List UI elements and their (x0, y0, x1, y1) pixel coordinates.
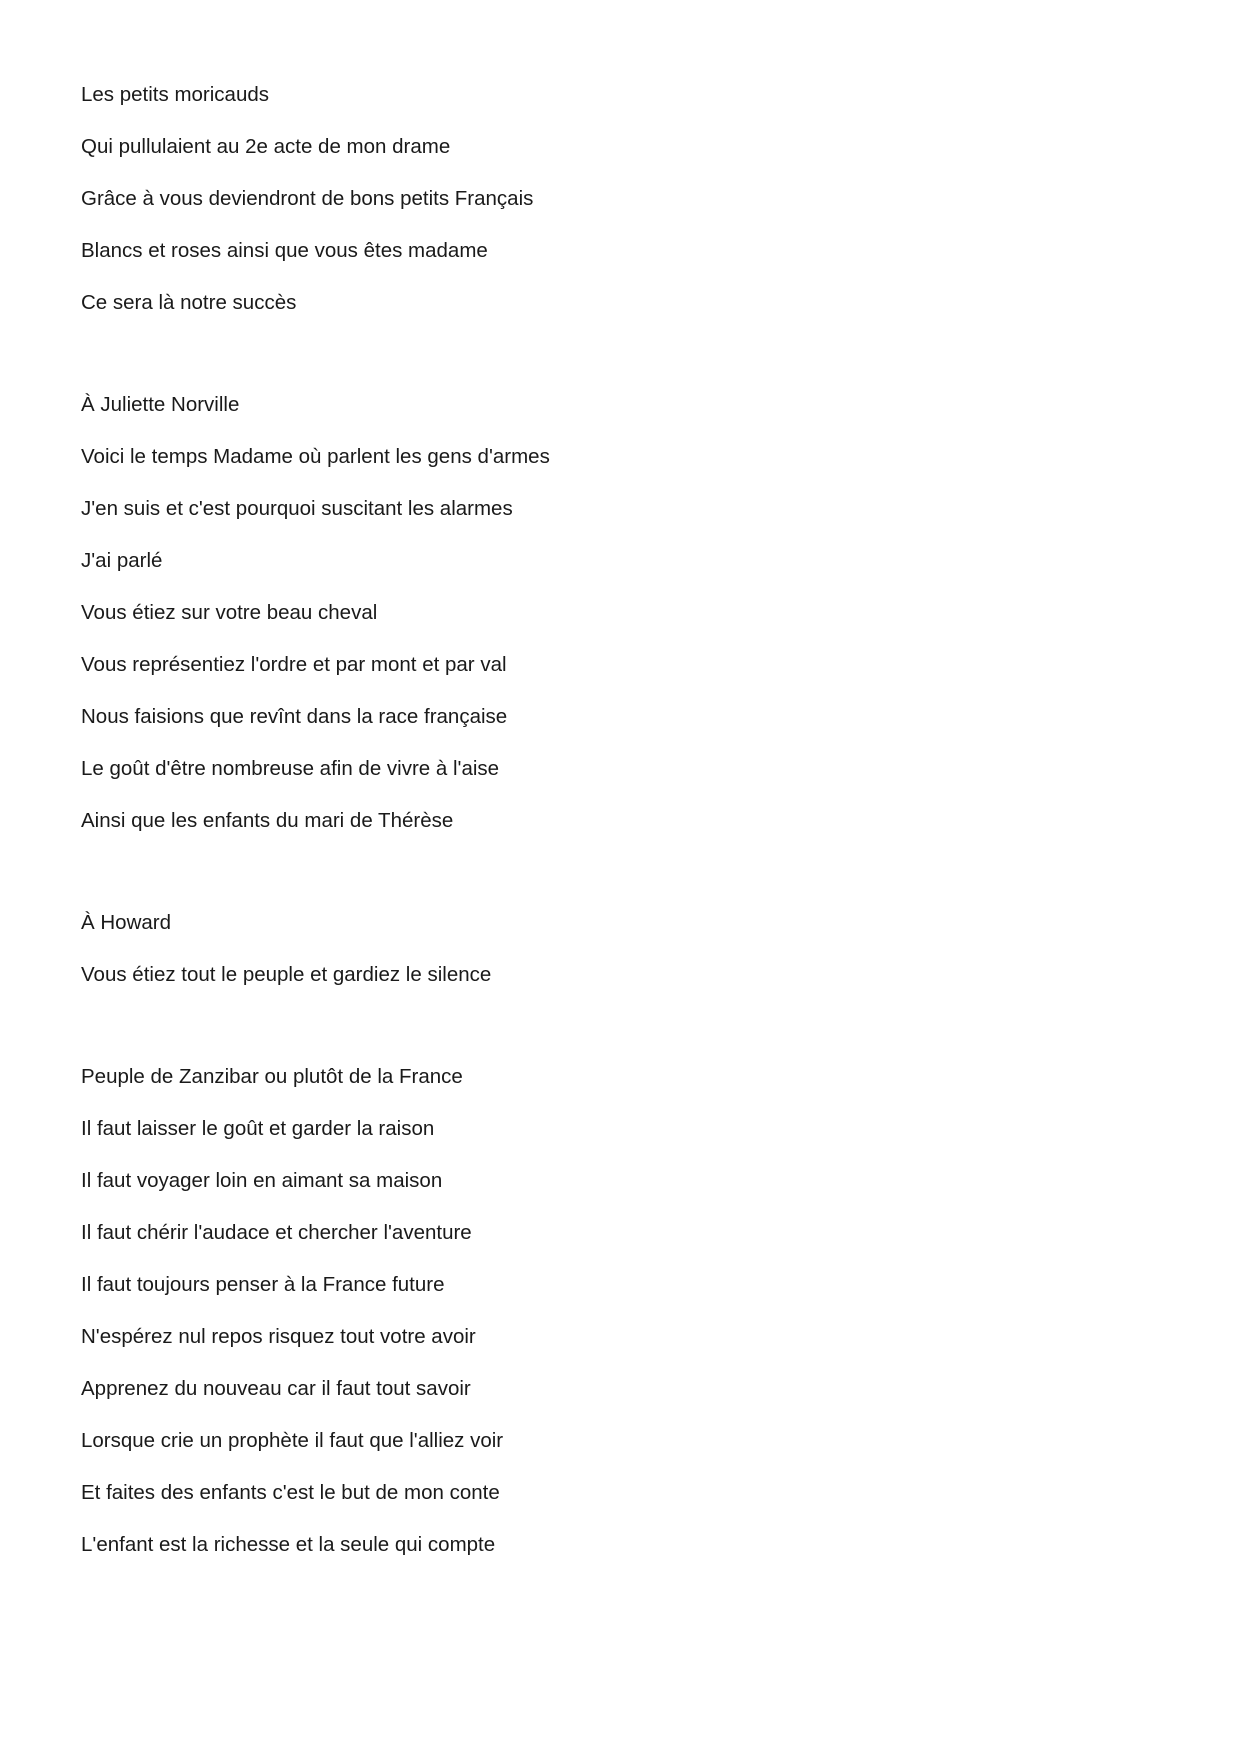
poem-text (81, 80, 1161, 1582)
poem-line: Lorsque crie un prophète il faut que l'alliez voir (81, 1429, 504, 1452)
poem-line: Ainsi que les enfants du mari de Thérèse (81, 809, 454, 832)
poem-line: Vous étiez tout le peuple et gardiez le silence (81, 963, 492, 986)
dedication-line: À Juliette Norville (81, 393, 240, 416)
poem-line: Blancs et roses ainsi que vous êtes madame (81, 239, 488, 262)
poem-line: Et faites des enfants c'est le but de mon conte (81, 1481, 500, 1504)
poem-line: Voici le temps Madame où parlent les gens d'armes (81, 445, 550, 468)
poem-line: Il faut voyager loin en aimant sa maison (81, 1169, 443, 1192)
stanza-gap (81, 858, 1161, 908)
stanza-2 (81, 390, 1161, 858)
poem-line: Qui pullulaient au 2e acte de mon drame (81, 135, 451, 158)
poem-line: Ce sera là notre succès (81, 291, 297, 314)
poem-line: J'en suis et c'est pourquoi suscitant les alarmes (81, 497, 513, 520)
stanza-gap (81, 340, 1161, 390)
stanza-gap (81, 1012, 1161, 1062)
poem-line: Nous faisions que revînt dans la race française (81, 705, 508, 728)
poem-line: L'enfant est la richesse et la seule qui compte (81, 1533, 496, 1556)
poem-line: Il faut laisser le goût et garder la raison (81, 1117, 435, 1140)
poem-line: J'ai parlé (81, 549, 163, 572)
poem-line: Le goût d'être nombreuse afin de vivre à l'aise (81, 757, 500, 780)
poem-line: Vous représentiez l'ordre et par mont et par val (81, 653, 507, 676)
poem-line: N'espérez nul repos risquez tout votre avoir (81, 1325, 476, 1348)
dedication-line: À Howard (81, 911, 172, 934)
poem-line: Vous étiez sur votre beau cheval (81, 601, 378, 624)
stanza-3 (81, 908, 1161, 1012)
poem-line: Les petits moricauds (81, 83, 270, 106)
poem-line: Apprenez du nouveau car il faut tout savoir (81, 1377, 471, 1400)
poem-line: Il faut chérir l'audace et chercher l'aventure (81, 1221, 472, 1244)
poem-line: Il faut toujours penser à la France future (81, 1273, 445, 1296)
stanza-1 (81, 80, 1161, 340)
poem-line: Grâce à vous deviendront de bons petits Français (81, 187, 534, 210)
poem-line: Peuple de Zanzibar ou plutôt de la France (81, 1065, 463, 1088)
stanza-4 (81, 1062, 1161, 1582)
